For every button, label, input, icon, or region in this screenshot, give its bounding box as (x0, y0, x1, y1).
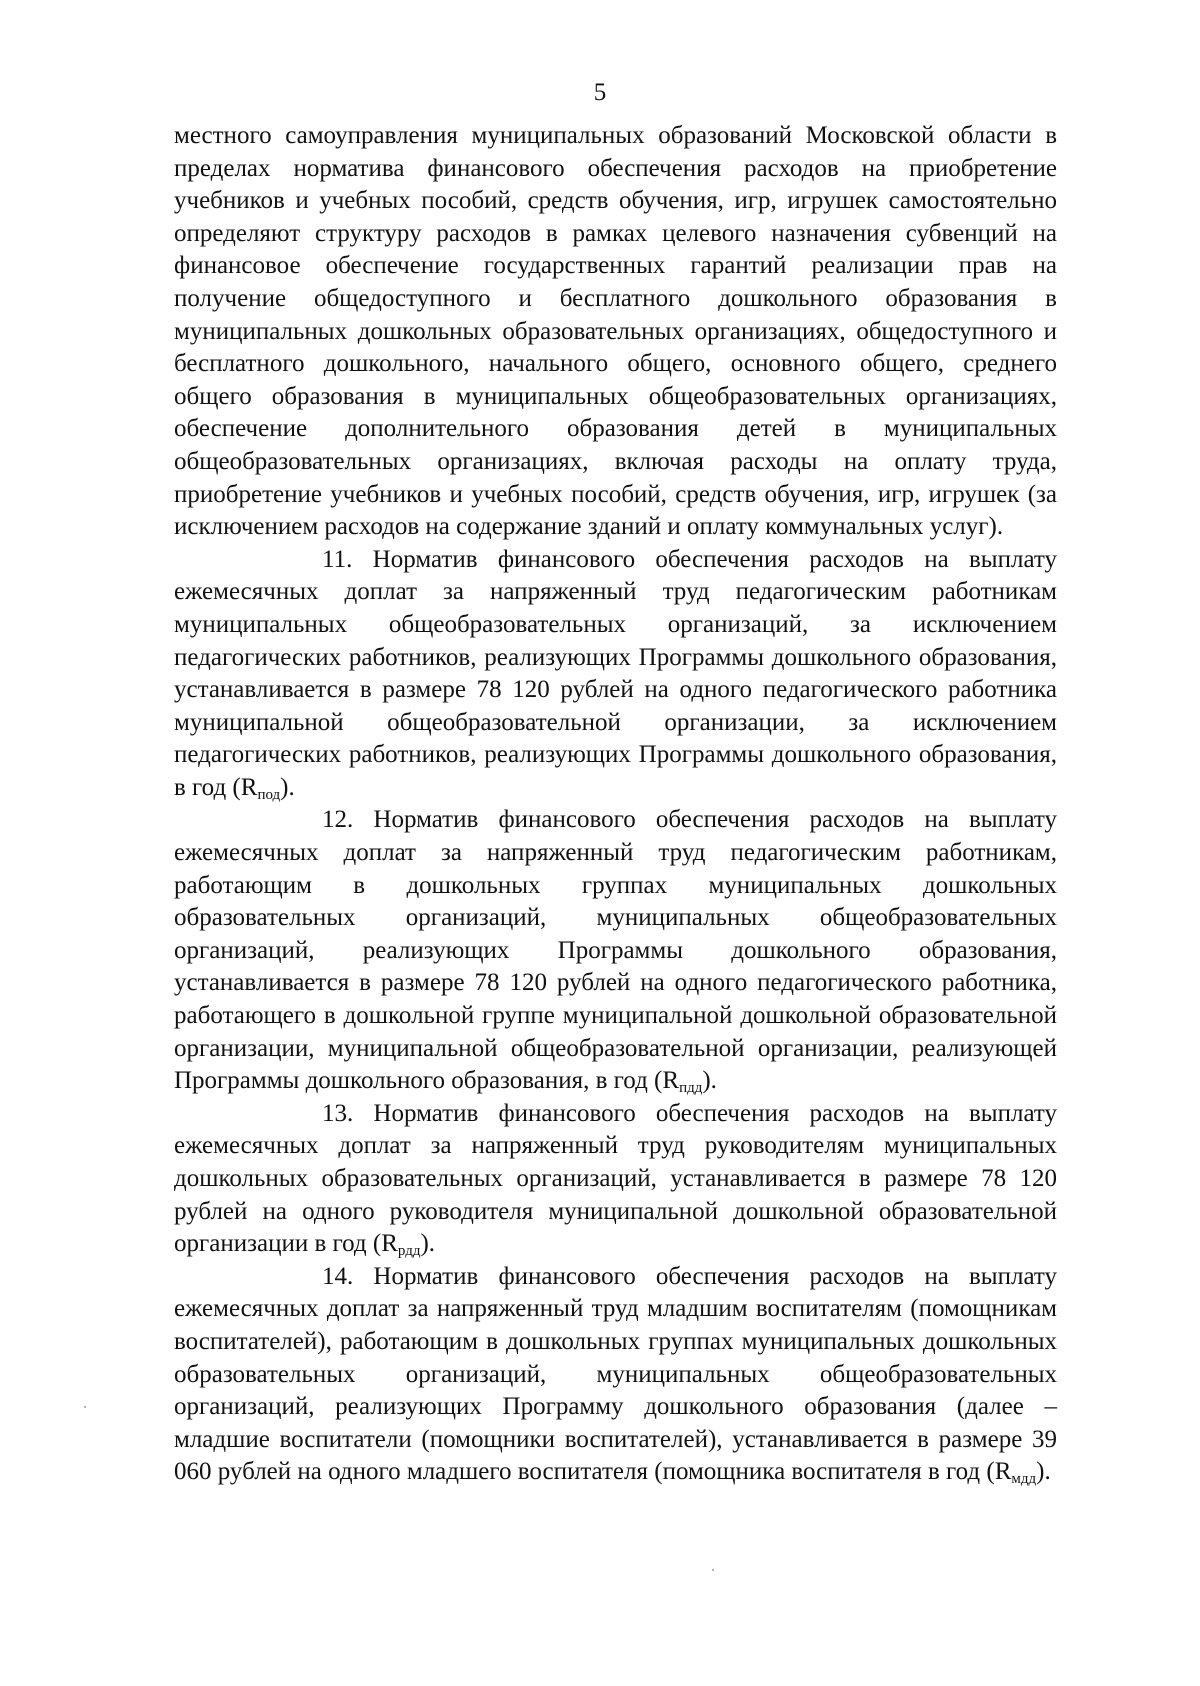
item-number: 12. (322, 806, 354, 834)
paragraph-tail: ). (1036, 1458, 1051, 1486)
paragraph-tail: ). (702, 1067, 717, 1095)
paragraph-tail: ). (420, 1230, 436, 1258)
paragraph-tail: ). (280, 773, 295, 801)
paragraph-item-12 (174, 804, 1057, 1097)
formula-subscript: пдд (679, 1080, 703, 1097)
paragraph-item-11 (174, 544, 1057, 805)
paragraph-continuation (174, 120, 1057, 544)
item-number: 14. (322, 1262, 354, 1290)
formula-subscript: под (257, 786, 281, 803)
paragraph-item-14 (174, 1261, 1057, 1489)
paragraph-item-13 (174, 1098, 1057, 1261)
paragraph-text: Норматив финансового обеспечения расходов на выплату ежемесячных доплат за напряженный труд младшим воспитателям (помощникам воспитателей), работающим в дошкольных группах муниципальных дошкольных образовательных организаций, муниципальных общеобразовательных организаций, реализующих Программу дошкольного образования (далее – младшие воспитатели (помощники воспитателей), устанавливается в размере 39 060 рублей на одного младшего воспитателя (помощника воспитателя в год (R (174, 1262, 1057, 1486)
paragraph-text: местного самоуправления муниципальных образований Московской области в пределах норматива финансового обеспечения расходов на приобретение учебников и учебных пособий, средств обучения, игр, игрушек самостоятельно определяют структуру расходов в рамках целевого назначения субвенций на финансовое обеспечение государственных гарантий реализации прав на получение общедоступного и бесплатного дошкольного образования в муниципальных дошкольных образовательных организациях, общедоступного и бесплатного дошкольного, начального общего, основного общего, среднего общего образования в муниципальных общеобразовательных организациях, обеспечение дополнительного образования детей в муниципальных общеобразовательных организациях, включая расходы на оплату труда, приобретение учебников и учебных пособий, средств обучения, игр, игрушек (за исключением расходов на содержание зданий и оплату коммунальных услуг). (174, 122, 1057, 541)
formula-subscript: рдд (397, 1243, 421, 1260)
item-number: 13. (322, 1099, 354, 1127)
scan-speck (712, 1569, 714, 1571)
formula-subscript: мдд (1011, 1471, 1037, 1488)
scan-speck (84, 1406, 86, 1408)
item-number: 11. (322, 545, 353, 573)
paragraph-text: Норматив финансового обеспечения расходов на выплату ежемесячных доплат за напряженный труд руководителям муниципальных дошкольных образовательных организаций, устанавливается в размере 78 120 рублей на одного руководителя муниципальной дошкольной образовательной организации в год (R (174, 1099, 1057, 1258)
paragraph-text: Норматив финансового обеспечения расходов на выплату ежемесячных доплат за напряженный труд педагогическим работникам, работающим в дошкольных группах муниципальных дошкольных образовательных организаций, муниципальных общеобразовательных организаций, реализующих Программы дошкольного образования, устанавливается в размере 78 120 рублей на одного педагогического работника, работающего в дошкольной группе муниципальной дошкольной образовательной организации, муниципальной общеобразовательной организации, реализующей Программы дошкольного образования, в год (R (174, 806, 1057, 1095)
page-number: 5 (593, 79, 607, 106)
document-body (174, 120, 1057, 1489)
paragraph-text: Норматив финансового обеспечения расходов на выплату ежемесячных доплат за напряженный труд педагогическим работникам муниципальных общеобразовательных организаций, за исключением педагогических работников, реализующих Программы дошкольного образования, устанавливается в размере 78 120 рублей на одного педагогического работника муниципальной общеобразовательной организации, за исключением педагогических работников, реализующих Программы дошкольного образования, в год (R (174, 545, 1058, 801)
